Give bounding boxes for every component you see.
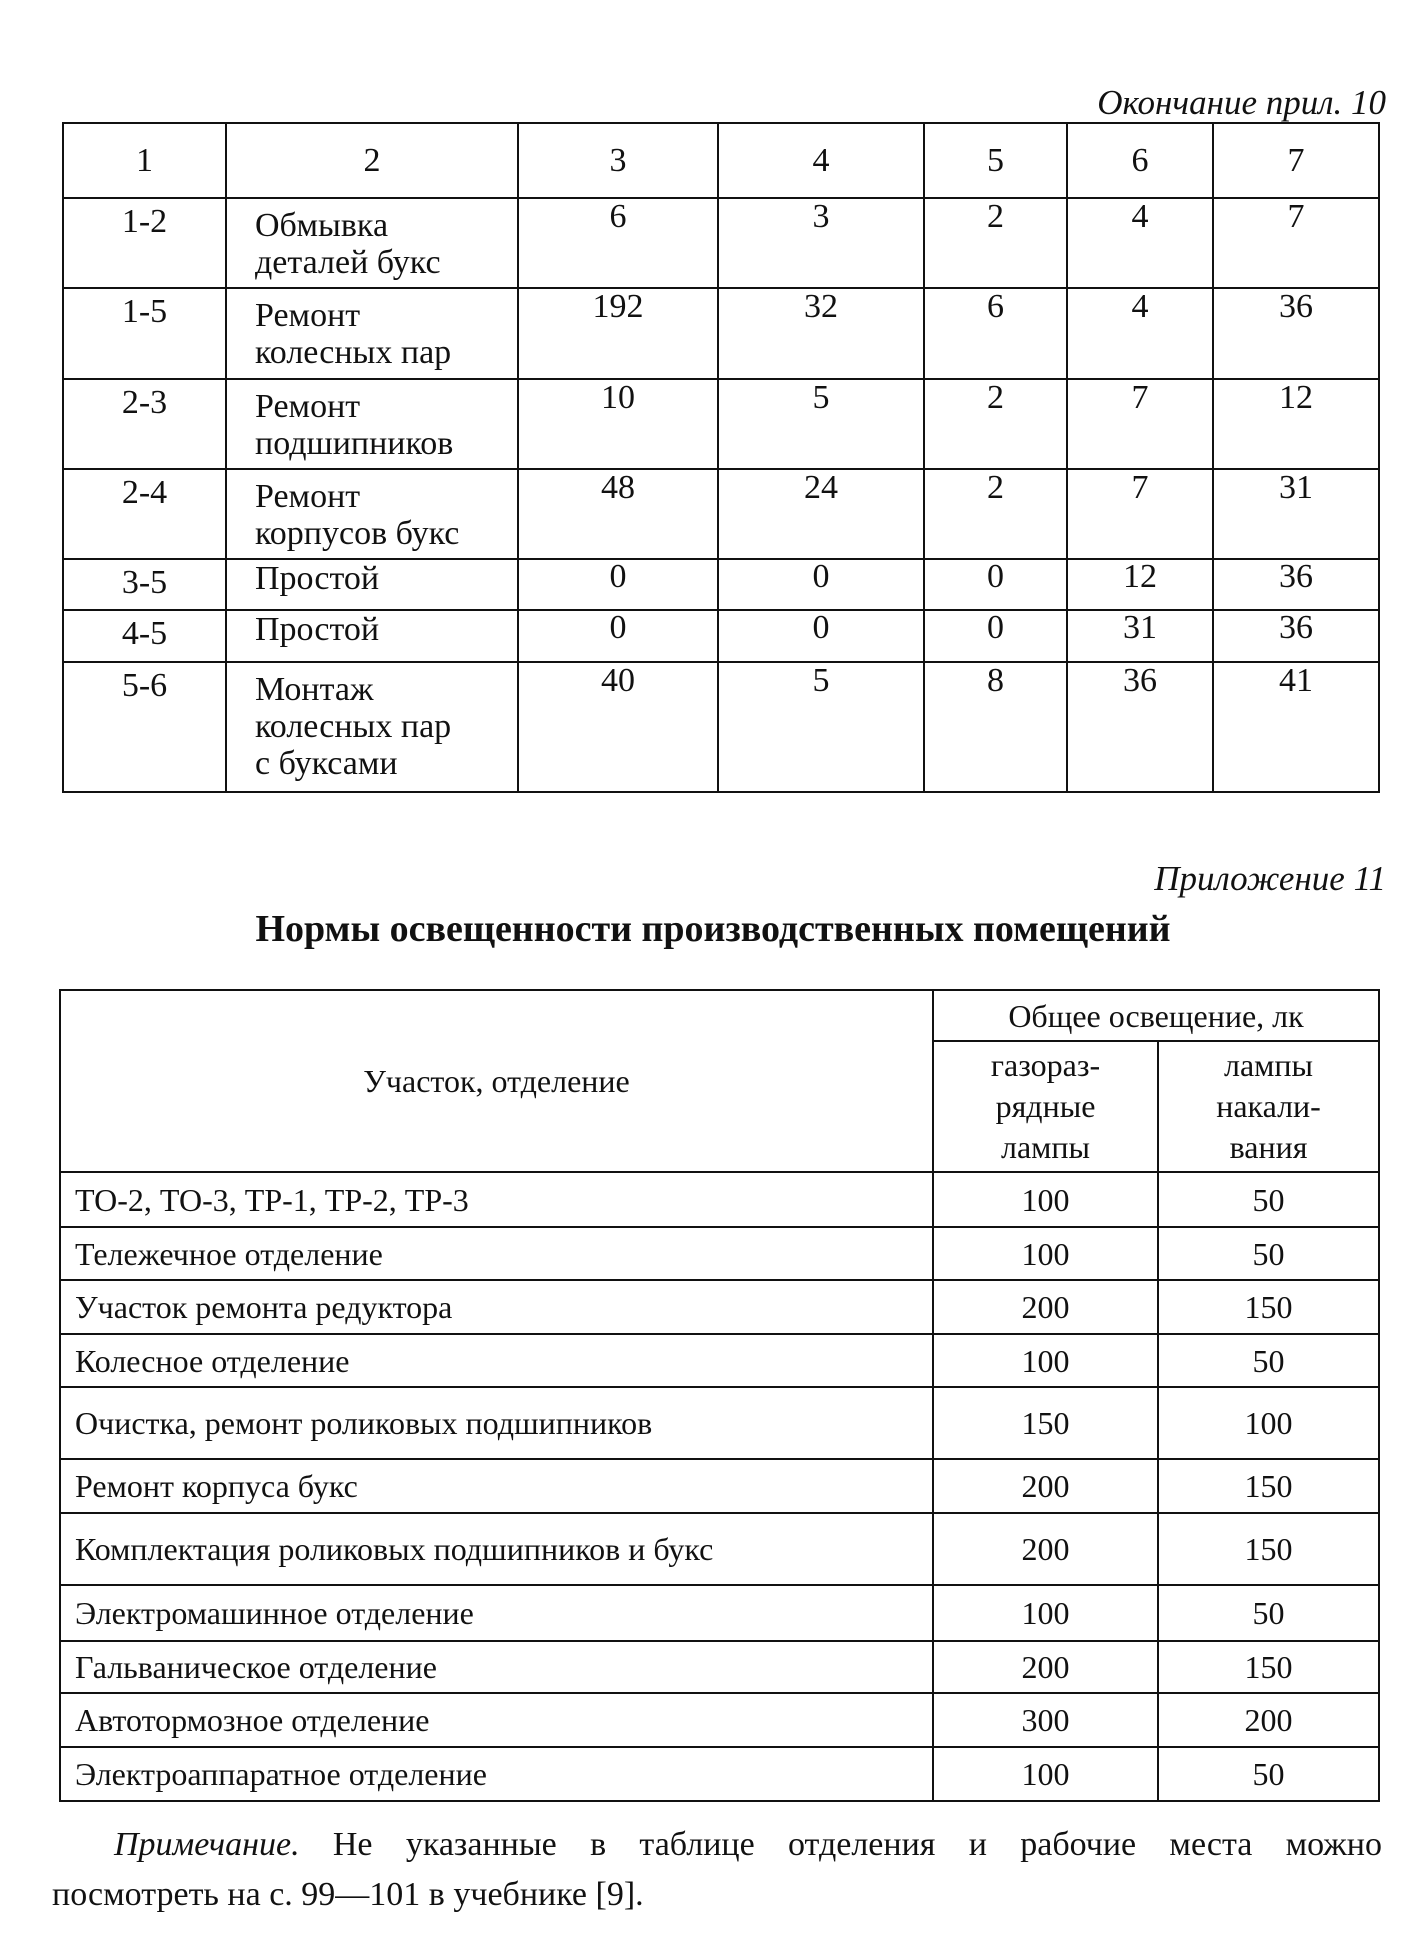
gas-lamps-value: 100 <box>933 1585 1158 1641</box>
operation-name-line: Монтаж <box>255 670 374 708</box>
value-v6: 4 <box>1067 288 1213 378</box>
operation-name-line: Ремонт <box>255 297 361 335</box>
value-v7: 41 <box>1213 662 1379 792</box>
schedule-row <box>63 662 1379 792</box>
incandescent-value: 50 <box>1158 1227 1379 1279</box>
value-v5: 2 <box>924 198 1067 288</box>
continuation-label: Окончание прил. 10 <box>1097 83 1386 122</box>
value-v5: 2 <box>924 469 1067 559</box>
value-v6: 4 <box>1067 198 1213 288</box>
value-v6: 31 <box>1067 610 1213 662</box>
schedule-col-header: 6 <box>1067 123 1213 198</box>
note <box>52 1820 1382 1920</box>
operation-name-line: Обмывка <box>255 207 389 245</box>
schedule-row <box>63 559 1379 611</box>
incandescent-value: 150 <box>1158 1641 1379 1693</box>
operation-name-line: Простой <box>255 611 380 649</box>
value-v5: 2 <box>924 379 1067 469</box>
schedule-col-header: 4 <box>718 123 924 198</box>
value-v4: 32 <box>718 288 924 378</box>
operation-code: 4-5 <box>63 610 226 662</box>
gas-lamps-value: 200 <box>933 1513 1158 1585</box>
value-v4: 24 <box>718 469 924 559</box>
norms-header-row <box>60 990 1379 1041</box>
schedule-col-header: 7 <box>1213 123 1379 198</box>
value-v4: 5 <box>718 662 924 792</box>
incandescent-value: 150 <box>1158 1513 1379 1585</box>
note-text-line1: Не указанные в таблице отделения и рабочие места можно <box>299 1826 1382 1863</box>
appendix-label: Приложение 11 <box>1154 859 1386 898</box>
area-name: ТО-2, ТО-3, ТР-1, ТР-2, ТР-3 <box>60 1172 933 1228</box>
col-gas-lamps-header-line: газораз- <box>990 1047 1101 1084</box>
col-incandescent-header <box>1158 1041 1379 1172</box>
value-v6: 12 <box>1067 559 1213 611</box>
operation-name-line: колесных пар <box>255 334 452 372</box>
value-v7: 7 <box>1213 198 1379 288</box>
col-gas-lamps-header-line: лампы <box>1000 1129 1091 1166</box>
operation-code: 2-3 <box>63 379 226 469</box>
incandescent-value: 50 <box>1158 1172 1379 1228</box>
value-v3: 6 <box>518 198 718 288</box>
area-name: Электромашинное отделение <box>60 1585 933 1641</box>
operation-name <box>226 610 518 662</box>
gas-lamps-value: 200 <box>933 1641 1158 1693</box>
operation-name-line: Ремонт <box>255 387 361 425</box>
value-v7: 36 <box>1213 559 1379 611</box>
schedule-col-header: 3 <box>518 123 718 198</box>
area-name: Очистка, ремонт роликовых подшипников <box>60 1387 933 1459</box>
value-v4: 0 <box>718 610 924 662</box>
gas-lamps-value: 100 <box>933 1747 1158 1801</box>
col-area-header: Участок, отделение <box>60 990 933 1172</box>
value-v6: 7 <box>1067 469 1213 559</box>
operation-code: 5-6 <box>63 662 226 792</box>
schedule-table <box>62 122 1380 793</box>
norms-row <box>60 1747 1379 1801</box>
norms-row <box>60 1387 1379 1459</box>
value-v4: 3 <box>718 198 924 288</box>
col-incandescent-header-line: лампы <box>1223 1047 1314 1084</box>
value-v6: 36 <box>1067 662 1213 792</box>
value-v5: 0 <box>924 559 1067 611</box>
incandescent-value: 100 <box>1158 1387 1379 1459</box>
area-name: Гальваническое отделение <box>60 1641 933 1693</box>
operation-name <box>226 559 518 611</box>
lighting-norms-table <box>59 989 1380 1802</box>
incandescent-value: 200 <box>1158 1693 1379 1747</box>
incandescent-value: 150 <box>1158 1280 1379 1334</box>
incandescent-value: 50 <box>1158 1334 1379 1386</box>
norms-row <box>60 1280 1379 1334</box>
incandescent-value: 50 <box>1158 1747 1379 1801</box>
operation-name-line: Простой <box>255 559 380 597</box>
norms-row <box>60 1693 1379 1747</box>
gas-lamps-value: 100 <box>933 1334 1158 1386</box>
operation-name <box>226 379 518 469</box>
gas-lamps-value: 300 <box>933 1693 1158 1747</box>
col-group-header: Общее освещение, лк <box>933 990 1379 1041</box>
schedule-row <box>63 198 1379 288</box>
operation-code: 1-5 <box>63 288 226 378</box>
value-v5: 8 <box>924 662 1067 792</box>
col-incandescent-header-line: вания <box>1229 1129 1308 1166</box>
operation-code: 3-5 <box>63 559 226 611</box>
operation-name <box>226 662 518 792</box>
norms-row <box>60 1172 1379 1228</box>
value-v4: 0 <box>718 559 924 611</box>
incandescent-value: 150 <box>1158 1459 1379 1513</box>
norms-row <box>60 1585 1379 1641</box>
operation-code: 2-4 <box>63 469 226 559</box>
operation-name-line: подшипников <box>255 424 454 462</box>
operation-name <box>226 198 518 288</box>
section-title: Нормы освещенности производственных помещений <box>255 908 1171 950</box>
operation-code: 1-2 <box>63 198 226 288</box>
operation-name <box>226 288 518 378</box>
col-gas-lamps-header-line: рядные <box>995 1088 1096 1125</box>
norms-row <box>60 1641 1379 1693</box>
operation-name-line: колесных пар <box>255 707 452 745</box>
operation-name-line: с буксами <box>255 744 398 782</box>
area-name: Участок ремонта редуктора <box>60 1280 933 1334</box>
value-v7: 12 <box>1213 379 1379 469</box>
norms-row <box>60 1513 1379 1585</box>
value-v3: 0 <box>518 610 718 662</box>
schedule-col-header: 1 <box>63 123 226 198</box>
area-name: Колесное отделение <box>60 1334 933 1386</box>
value-v6: 7 <box>1067 379 1213 469</box>
col-gas-lamps-header <box>933 1041 1158 1172</box>
operation-name-line: Ремонт <box>255 477 361 515</box>
operation-name <box>226 469 518 559</box>
value-v5: 6 <box>924 288 1067 378</box>
value-v7: 31 <box>1213 469 1379 559</box>
schedule-row <box>63 288 1379 378</box>
schedule-header-row <box>63 123 1379 198</box>
gas-lamps-value: 200 <box>933 1280 1158 1334</box>
schedule-row <box>63 610 1379 662</box>
area-name: Комплектация роликовых подшипников и букс <box>60 1513 933 1585</box>
area-name: Автотормозное отделение <box>60 1693 933 1747</box>
operation-name-line: деталей букс <box>255 244 441 282</box>
schedule-col-header: 2 <box>226 123 518 198</box>
value-v3: 10 <box>518 379 718 469</box>
gas-lamps-value: 100 <box>933 1172 1158 1228</box>
norms-row <box>60 1334 1379 1386</box>
norms-row <box>60 1459 1379 1513</box>
value-v3: 48 <box>518 469 718 559</box>
gas-lamps-value: 150 <box>933 1387 1158 1459</box>
value-v5: 0 <box>924 610 1067 662</box>
note-text-line2: посмотреть на с. 99—101 в учебнике [9]. <box>52 1876 644 1913</box>
value-v7: 36 <box>1213 610 1379 662</box>
schedule-row <box>63 379 1379 469</box>
col-incandescent-header-line: накали- <box>1216 1088 1321 1125</box>
value-v7: 36 <box>1213 288 1379 378</box>
note-label: Примечание. <box>114 1826 300 1863</box>
area-name: Тележечное отделение <box>60 1227 933 1279</box>
value-v3: 192 <box>518 288 718 378</box>
gas-lamps-value: 200 <box>933 1459 1158 1513</box>
gas-lamps-value: 100 <box>933 1227 1158 1279</box>
operation-name-line: корпусов букс <box>255 514 460 552</box>
area-name: Электроаппаратное отделение <box>60 1747 933 1801</box>
norms-row <box>60 1227 1379 1279</box>
value-v3: 0 <box>518 559 718 611</box>
incandescent-value: 50 <box>1158 1585 1379 1641</box>
value-v3: 40 <box>518 662 718 792</box>
value-v4: 5 <box>718 379 924 469</box>
schedule-col-header: 5 <box>924 123 1067 198</box>
schedule-row <box>63 469 1379 559</box>
area-name: Ремонт корпуса букс <box>60 1459 933 1513</box>
